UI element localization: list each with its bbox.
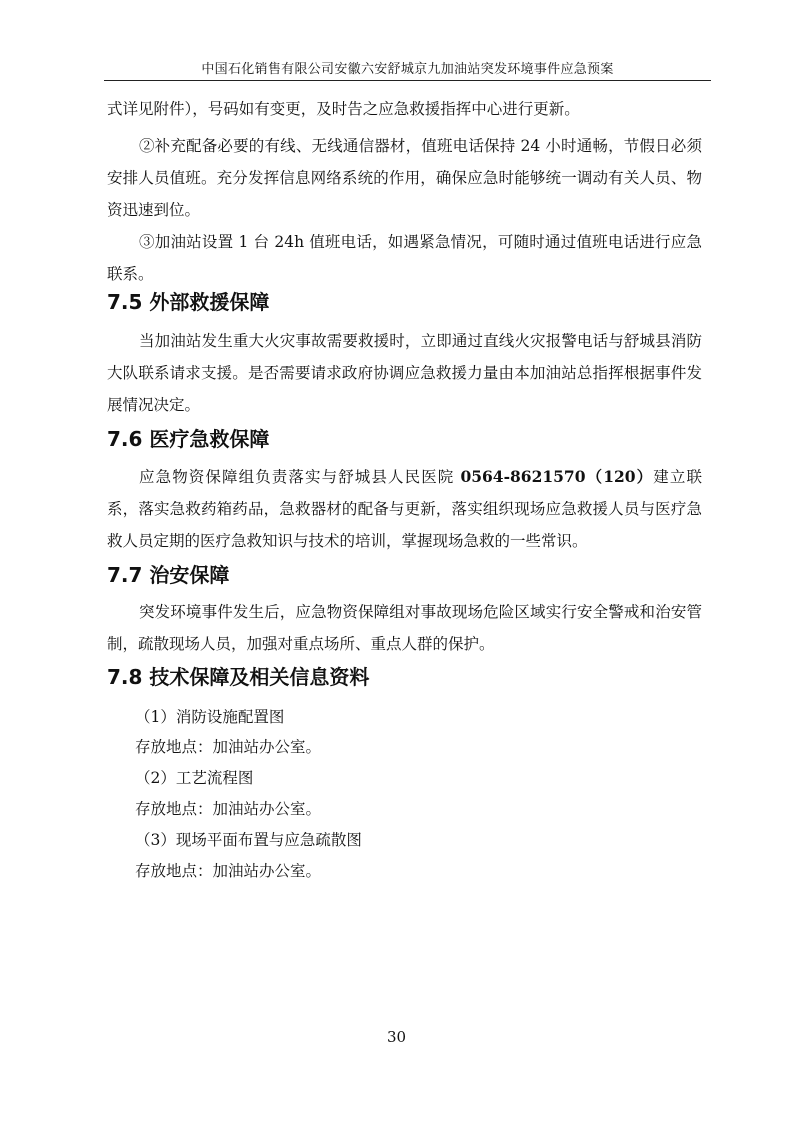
intro-paragraph-2: ②补充配备必要的有线、无线通信器材，值班电话保持 24 小时通畅，节假日必须安排人员值班。充分发挥信息网络系统的作用，确保应急时能够统一调动有关人员、物资迅速到位。 xyxy=(107,137,702,219)
page-number: 30 xyxy=(386,1028,407,1046)
section-7-8-heading: 7.8 技术保障及相关信息资料 xyxy=(107,665,370,689)
intro-paragraph-1: 式详见附件），号码如有变更，及时告之应急救援指挥中心进行更新。 xyxy=(107,100,580,118)
resource-item-title: （1）消防设施配置图 xyxy=(135,708,285,726)
section-7-5-heading: 7.5 外部救援保障 xyxy=(107,290,270,314)
header-divider xyxy=(104,80,711,81)
section-7-6-body xyxy=(107,461,702,557)
section-7-7-heading: 7.7 治安保障 xyxy=(107,563,230,587)
section-7-6-body-end: 建立联系，落实急救药箱药品，急救器材的配备与更新，落实组织现场应急救援人员与医疗急救人员定期的医疗急救知识与技术的培训，掌握现场急救的一些常识。 xyxy=(107,468,702,550)
resource-item-location: 存放地点：加油站办公室。 xyxy=(135,738,322,756)
hospital-phone: 0564-8621570（120） xyxy=(460,467,654,486)
resource-item-location: 存放地点：加油站办公室。 xyxy=(135,862,322,880)
section-7-6-body-start: 应急物资保障组负责落实与舒城县人民医院 xyxy=(139,468,461,486)
intro-paragraph-3: ③加油站设置 1 台 24h 值班电话，如遇紧急情况，可随时通过值班电话进行应急联系。 xyxy=(107,233,702,283)
resource-item-title: （3）现场平面布置与应急疏散图 xyxy=(135,831,362,849)
section-7-7-body: 突发环境事件发生后，应急物资保障组对事故现场危险区域实行安全警戒和治安管制，疏散现场人员，加强对重点场所、重点人群的保护。 xyxy=(107,603,702,653)
running-header: 中国石化销售有限公司安徽六安舒城京九加油站突发环境事件应急预案 xyxy=(201,62,614,77)
resource-item-location: 存放地点：加油站办公室。 xyxy=(135,800,322,818)
section-7-5-body: 当加油站发生重大火灾事故需要救援时，立即通过直线火灾报警电话与舒城县消防大队联系请求支援。是否需要请求政府协调应急救援力量由本加油站总指挥根据事件发展情况决定。 xyxy=(107,332,702,414)
resource-item-title: （2）工艺流程图 xyxy=(135,769,254,787)
section-7-6-heading: 7.6 医疗急救保障 xyxy=(107,427,270,451)
